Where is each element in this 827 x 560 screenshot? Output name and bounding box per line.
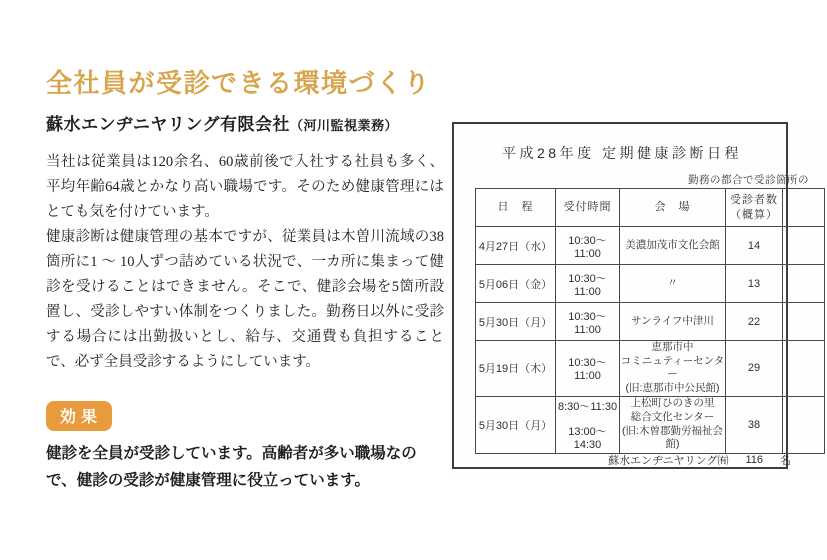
count-cell: 29 [726, 341, 783, 397]
time-cell: 10:30～11:00 [556, 303, 620, 341]
date-cell: 4月27日（水） [476, 227, 556, 265]
time-cell: 8:30～11:30 13:00～14:30 [556, 396, 620, 453]
schedule-row [476, 396, 825, 453]
schedule-footer [475, 452, 791, 467]
clipped-cell [783, 303, 825, 341]
page-title: 全社員が受診できる環境づくり [46, 68, 432, 98]
company-name-main: 蘇水エンヂニヤリング有限会社 [46, 115, 290, 135]
count-cell: 38 [726, 396, 783, 453]
date-cell: 5月19日（木） [476, 341, 556, 397]
clipped-cell [783, 227, 825, 265]
column-header: 受付時間 [556, 189, 620, 227]
schedule-row [476, 265, 825, 303]
schedule-note: 勤務の都合で受診箇所の [688, 174, 809, 186]
count-cell: 13 [726, 265, 783, 303]
venue-cell: 上松町ひのきの里 総合文化センター (旧:木曽郡勤労福祉会 館) [620, 396, 726, 453]
footer-count-unit: 名 [780, 454, 791, 467]
header-row [476, 189, 825, 227]
company-business-note: （河川監視業務） [289, 118, 398, 134]
footer-company: 蘇水エンヂニヤリング㈲ [608, 454, 729, 467]
company-name [46, 110, 444, 135]
column-header: 受診者数 （概算） [726, 189, 783, 227]
count-cell: 14 [726, 227, 783, 265]
clipped-cell [783, 341, 825, 397]
time-cell: 10:30～11:00 [556, 265, 620, 303]
text-column [46, 68, 444, 494]
footer-total-count: 116 [745, 453, 763, 466]
venue-cell: 〃 [620, 265, 726, 303]
time-cell: 10:30～11:00 [556, 227, 620, 265]
date-cell: 5月06日（金） [476, 265, 556, 303]
schedule-row [476, 303, 825, 341]
schedule-row [476, 341, 825, 397]
schedule-scan-image [452, 122, 825, 474]
effect-text: 健診を全員が受診しています。高齢者が多い職場なので、健診の受診が健康管理に役立っています。 [46, 444, 417, 489]
body-paragraph-1: 当社は従業員は120余名、60歳前後で入社する社員も多く、平均年齢64歳とかなり高い職場です。そのため健康管理にはとても気を付けています。 [46, 154, 444, 221]
schedule-table [475, 188, 825, 454]
schedule-row [476, 227, 825, 265]
column-header [783, 189, 825, 227]
column-header: 会 場 [620, 189, 726, 227]
time-cell: 10:30～11:00 [556, 341, 620, 397]
date-cell: 5月30日（月） [476, 303, 556, 341]
column-header: 日 程 [476, 189, 556, 227]
schedule-title: 平成28年度 定期健康診断日程 [502, 145, 742, 161]
venue-cell: 美濃加茂市文化会館 [620, 227, 726, 265]
venue-cell: 恵那市中 コミニュティーセンター (旧:恵那市中公民館) [620, 341, 726, 397]
count-cell: 22 [726, 303, 783, 341]
body-paragraph-2: 健康診断は健康管理の基本ですが、従業員は木曽川流域の38箇所に1 ～ 10人ずつ詰めている状況で、一カ所に集まって健診を受けることはできません。そこで、健診会場を5箇所設置し、受診しやすい体制をつくりました。勤務日以外に受診する場合には出勤扱いとし、給与、交通費も負担することで、必ず全員受診するようにしています。 [46, 229, 444, 370]
clipped-cell [783, 396, 825, 453]
date-cell: 5月30日（月） [476, 396, 556, 453]
clipped-cell [783, 265, 825, 303]
venue-cell: サンライフ中津川 [620, 303, 726, 341]
effect-badge: 効果 [46, 401, 112, 431]
